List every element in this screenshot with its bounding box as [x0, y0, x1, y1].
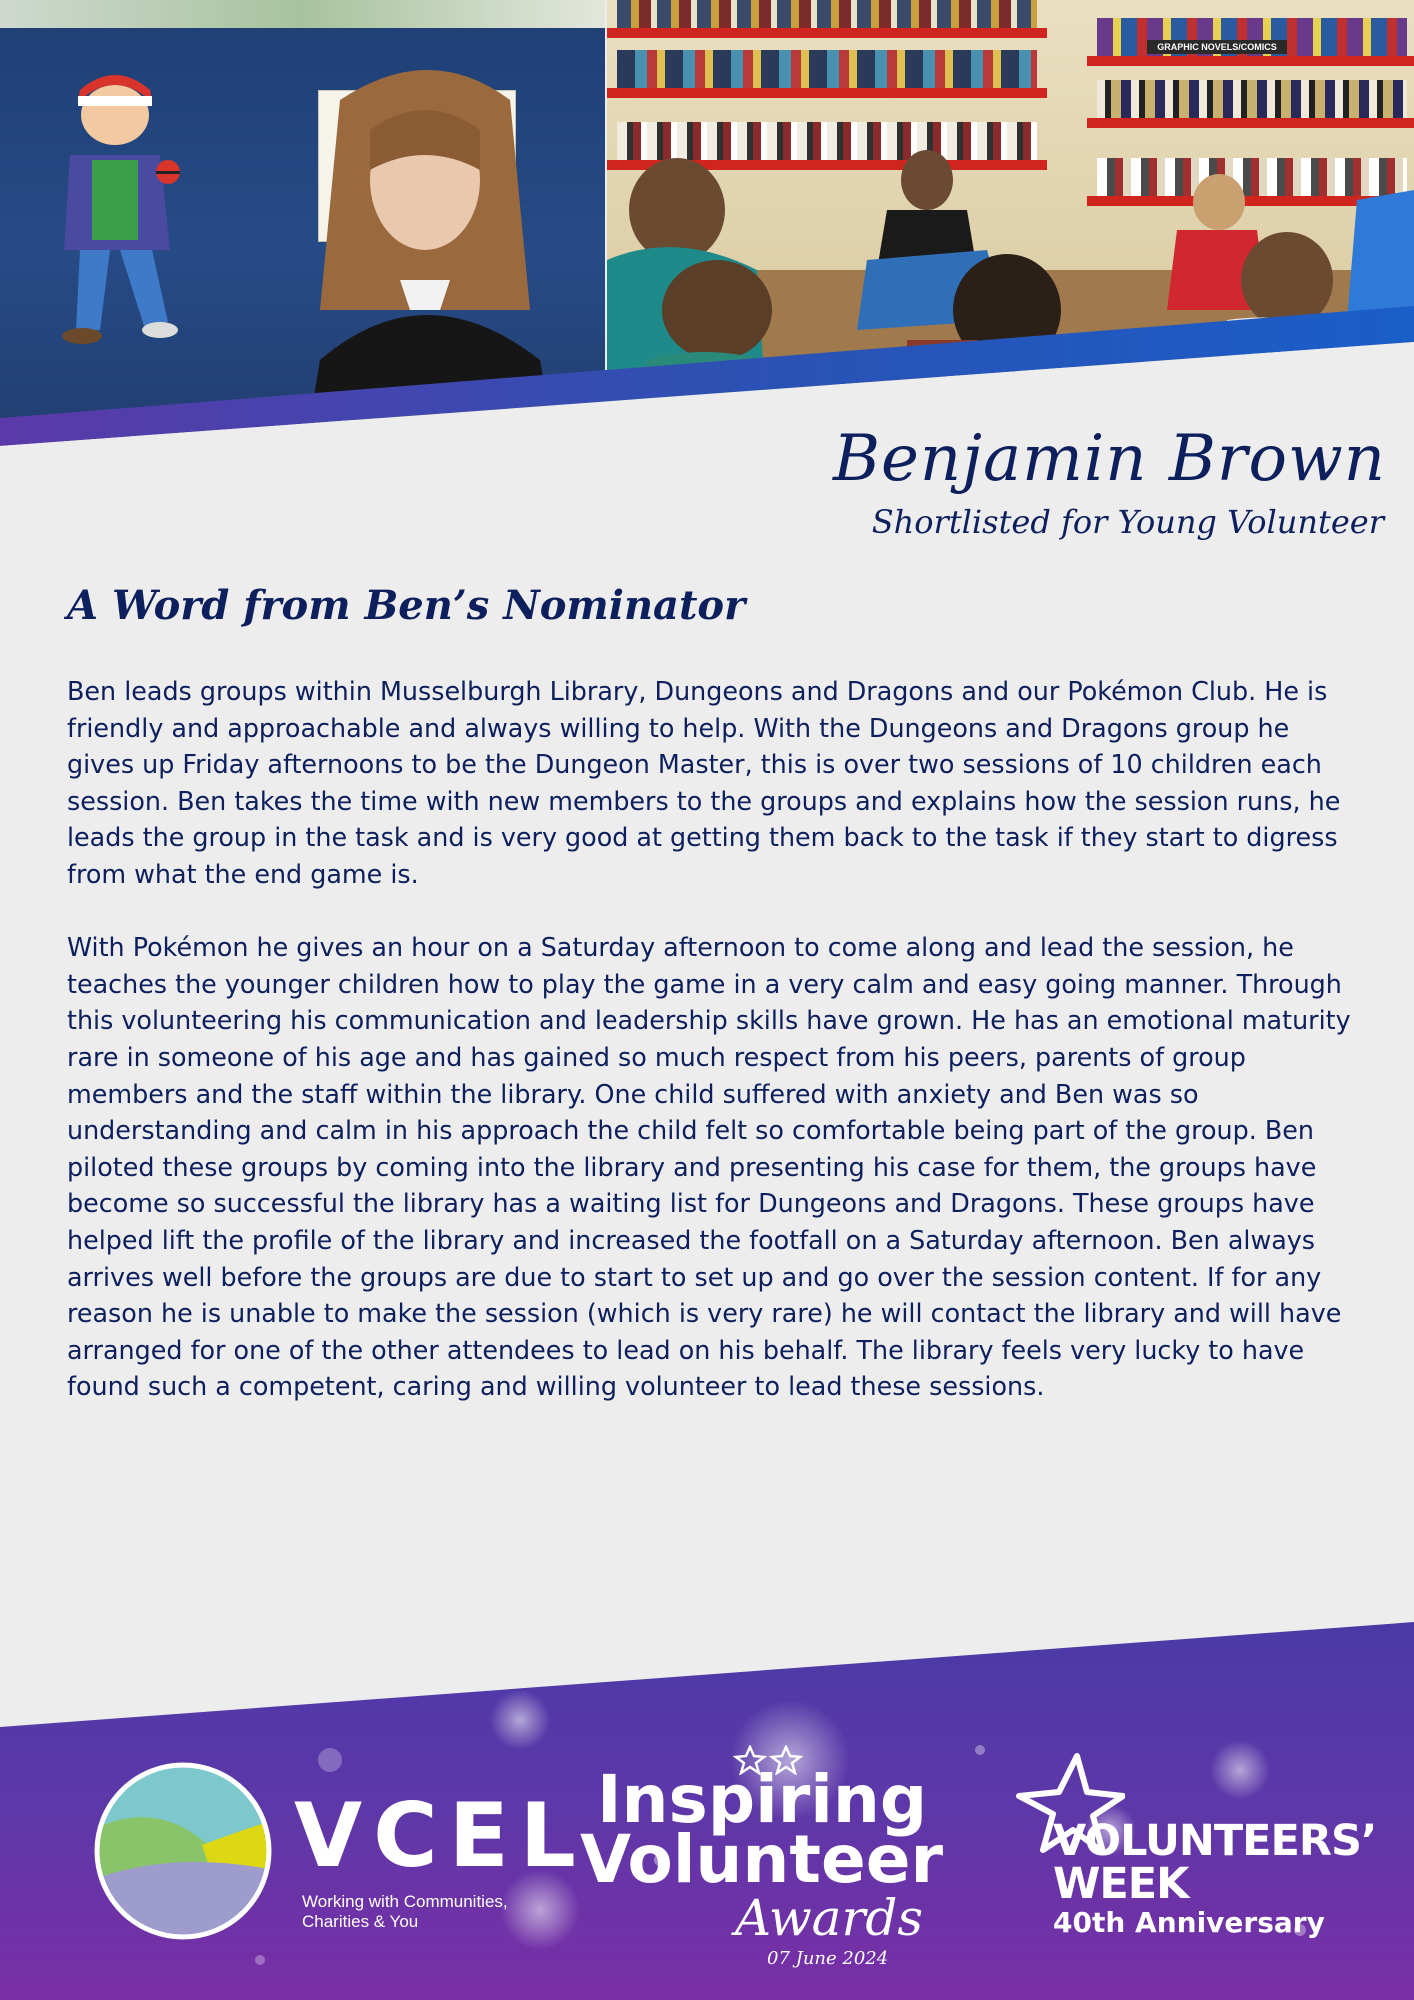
vcel-logo-icon: [92, 1760, 274, 1942]
vcel-tagline-line: Working with Communities,: [302, 1892, 508, 1911]
nomination-paragraph: With Pokémon he gives an hour on a Saturday afternoon to come along and lead the session, he teaches the younger children how to play the game in a very calm and easy going manner. Through this volunteering his communication and leadership skills have grown. He has an emotional maturity rare in someone of his age and has gained so much respect from his peers, parents of group members and the staff within the library. One child suffered with anxiety and Ben was so understanding and calm in his approach the child felt so comfortable being part of the group. Ben piloted these groups by coming into the library and presenting his case for them, the groups have become so successful the library has a waiting list for Dungeons and Dragons. These groups have helped lift the profile of the library and increased the footfall on a Saturday afternoon. Ben always arrives well before the groups are due to start to set up and go over the session content. If for any reason he is unable to make the session (which is very rare) he will contact the library and will have arranged for one of the other attendees to lead on his behalf. The library feels very lucky to have found such a competent, caring and willing volunteer to lead these sessions.: [67, 932, 1351, 1402]
header-diagonal-band: [0, 0, 1414, 460]
volunteers-week-line2: WEEK: [1053, 1859, 1189, 1909]
shortlist-category: Shortlisted for Young Volunteer: [871, 503, 1384, 541]
nominator-heading: A Word from Ben’s Nominator: [67, 582, 746, 629]
nomination-text: [67, 673, 1357, 1441]
nomination-paragraph: Ben leads groups within Musselburgh Library, Dungeons and Dragons and our Pokémon Club. He is friendly and approachable and always willing to help. With the Dungeons and Dragons group he gives up Friday afternoons to be the Dungeon Master, this is over two sessions of 10 children each session. Ben takes the time with new members to the groups and explains how the session runs, he leads the group in the task and is very good at getting them back to the task if they start to digress from what the end game is.: [67, 676, 1341, 889]
awards-line-inspiring: Inspiring: [597, 1761, 928, 1838]
vcel-wordmark: VCEL: [294, 1784, 587, 1887]
vcel-tagline: [302, 1892, 508, 1932]
awards-line-awards: Awards: [735, 1889, 924, 1947]
volunteers-week-line1: VOLUNTEERS’: [1053, 1816, 1377, 1866]
volunteers-week-anniversary: 40th Anniversary: [1053, 1906, 1325, 1939]
volunteers-week-logo: [1015, 1752, 1385, 1952]
awards-line-volunteer: Volunteer: [580, 1821, 944, 1898]
shelf-sign: GRAPHIC NOVELS/COMICS: [1147, 40, 1287, 54]
vcel-tagline-line: Charities & You: [302, 1912, 419, 1931]
volunteer-name: Benjamin Brown: [833, 422, 1386, 496]
awards-date: 07 June 2024: [767, 1948, 889, 1969]
inspiring-volunteer-awards-logo: [575, 1745, 945, 1975]
header-photo-strip: [0, 0, 1414, 450]
